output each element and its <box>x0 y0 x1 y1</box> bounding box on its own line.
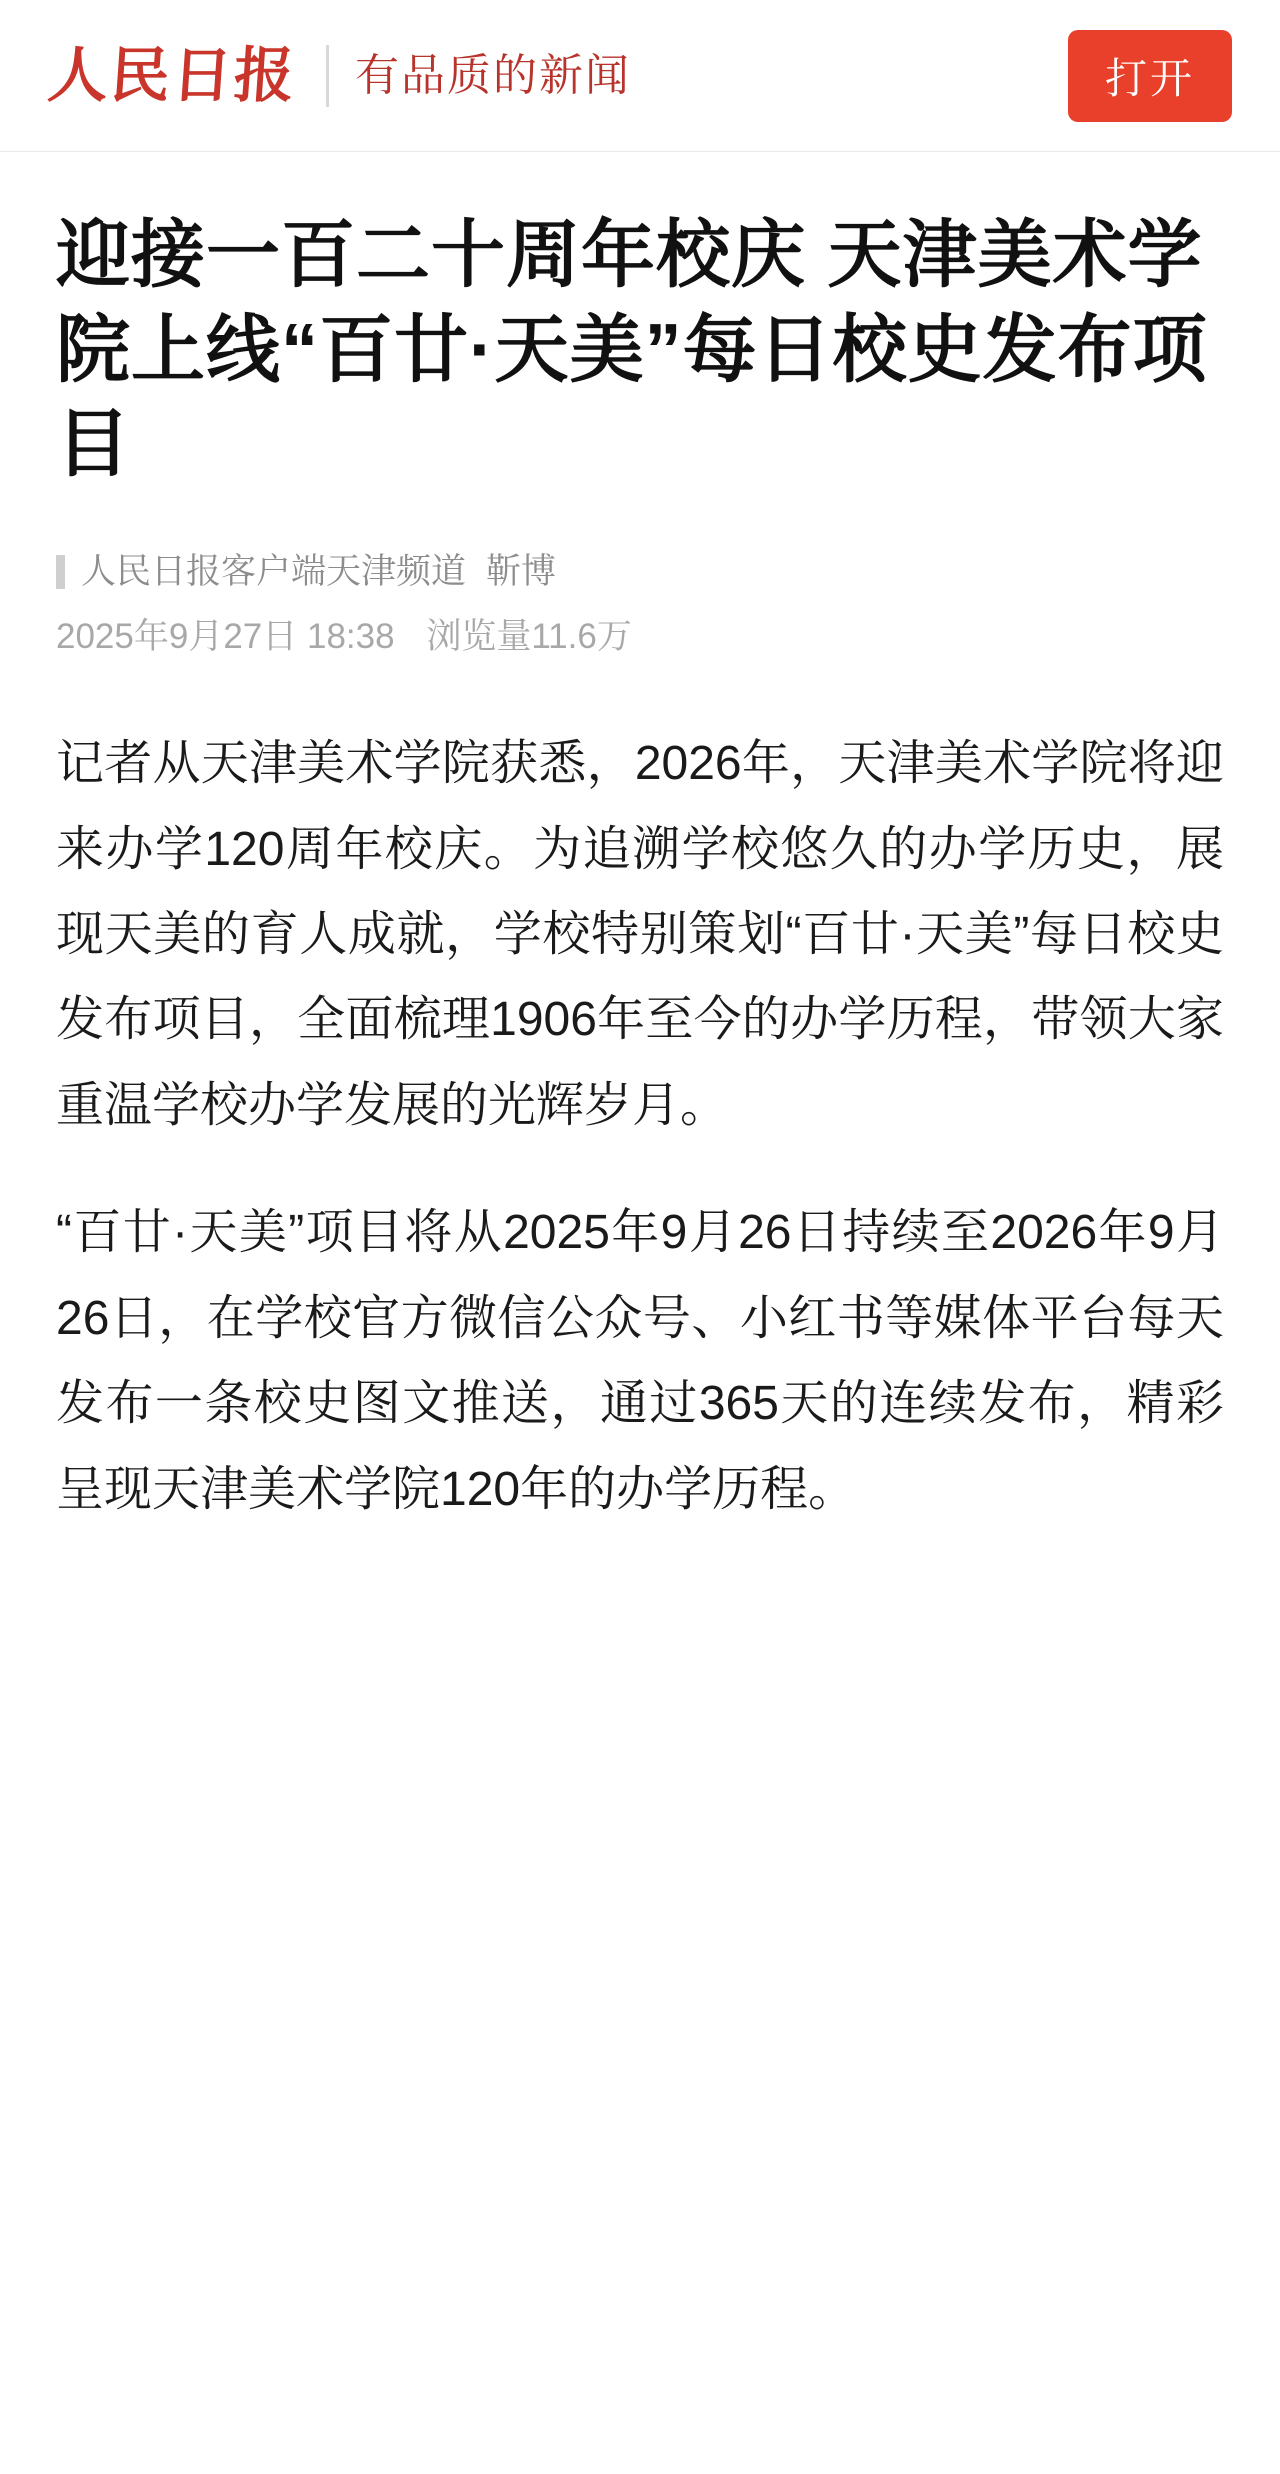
top-bar <box>0 0 1280 152</box>
article-source: 人民日报客户端天津频道 <box>81 552 467 592</box>
article-paragraph: “百廿·天美”项目将从2025年9月26日持续至2026年9月26日，在学校官方微信公众号、小红书等媒体平台每天发布一条校史图文推送，通过365天的连续发布，精彩呈现天津美术学院120年的办学历程。 <box>56 1206 1224 1516</box>
article-views: 浏览量11.6万 <box>426 616 632 656</box>
brand[interactable] <box>45 42 631 109</box>
people-daily-logo: 人民日报 <box>45 42 299 109</box>
article-date: 2025年9月27日 18:38 <box>56 616 395 656</box>
article-author: 靳博 <box>486 552 557 592</box>
article-paragraph: 记者从天津美术学院获悉，2026年，天津美术学院将迎来办学120周年校庆。为追溯学校悠久的办学历史，展现天美的育人成就，学校特别策划“百廿·天美”每日校史发布项目，全面梳理1906年至今的办学历程，带领大家重温学校办学发展的光辉岁月。 <box>56 737 1224 1132</box>
article-meta <box>56 546 1224 663</box>
article-body <box>56 721 1224 1532</box>
article-container <box>0 152 1280 1592</box>
page-title: 迎接一百二十周年校庆 天津美术学院上线“百廿·天美”每日校史发布项目 <box>56 213 1208 486</box>
brand-divider <box>326 45 329 107</box>
open-app-button[interactable]: 打开 <box>1068 30 1232 122</box>
meta-accent-bar <box>56 555 65 589</box>
article-meta-source-line <box>56 546 1224 599</box>
brand-slogan: 有品质的新闻 <box>355 50 631 100</box>
article-meta-date-line <box>56 611 1224 664</box>
